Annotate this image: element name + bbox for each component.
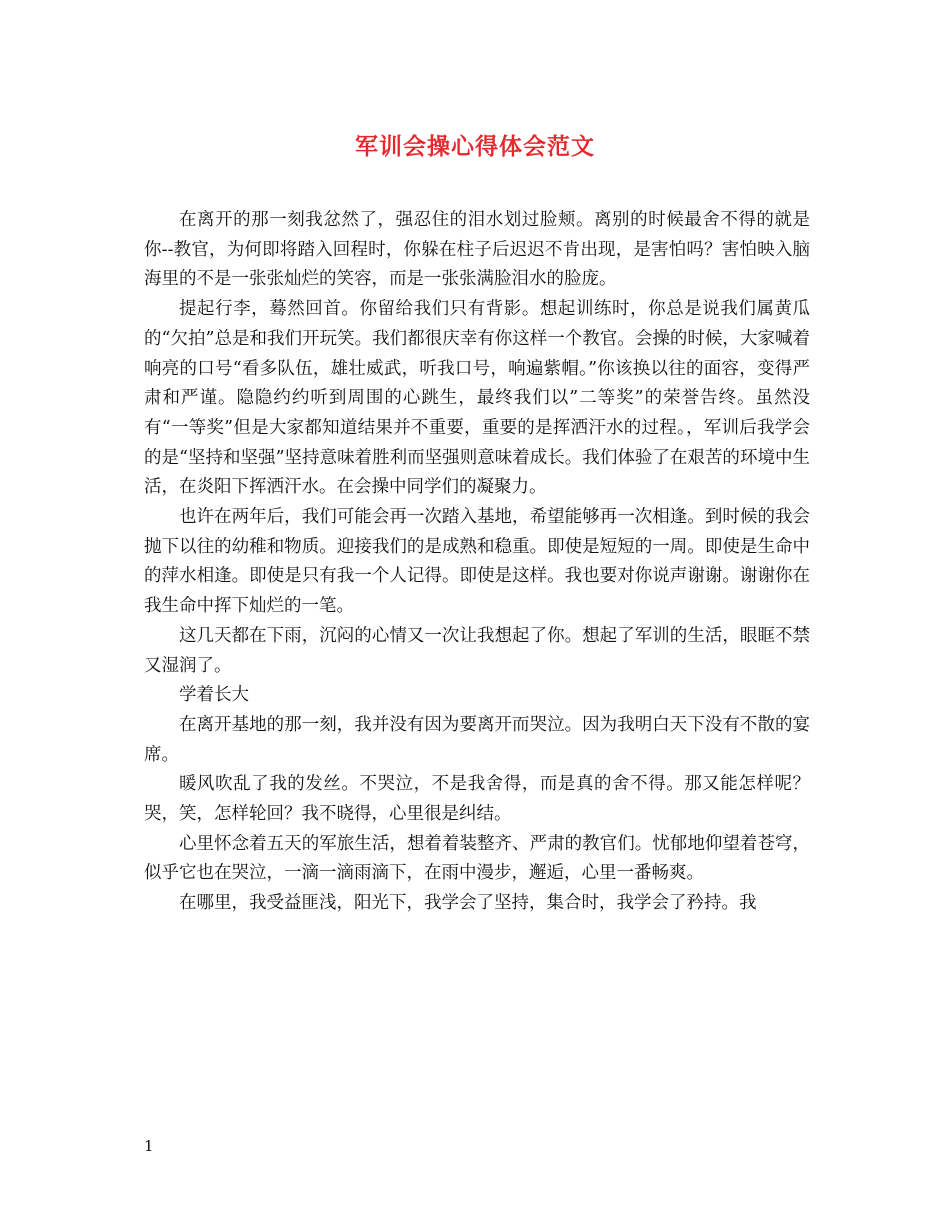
document-title: 军训会操心得体会范文: [355, 133, 595, 160]
section-heading: 学着长大: [179, 685, 249, 706]
page-number: 1: [144, 1137, 154, 1155]
paragraph: 暖风吹乱了我的发丝。不哭泣，不是我舍得，而是真的舍不得。那又能怎样呢？哭，笑，怎样轮回？我不晓得，心里很是纠结。: [144, 774, 810, 825]
paragraph: 在离开基地的那一刻，我并没有因为要离开而哭泣。因为我明白天下没有不散的宴席。: [144, 714, 810, 765]
paragraph: 在哪里，我受益匪浅，阳光下，我学会了坚持，集合时，我学会了矜持。我: [179, 893, 757, 914]
paragraph: 在离开的那一刻我忿然了，强忍住的泪水划过脸颊。离别的时候最舍不得的就是你--教官，为何即将踏入回程时，你躲在柱子后迟迟不肯出现，是害怕吗？害怕映入脑海里的不是一张张灿烂的笑容，而是一张张满脸泪水的脸庞。: [144, 210, 810, 290]
document-body: [144, 206, 810, 919]
paragraph: 提起行李，蓦然回首。你留给我们只有背影。想起训练时，你总是说我们属黄瓜的“欠拍”总是和我们开玩笑。我们都很庆幸有你这样一个教官。会操的时候，大家喊着响亮的口号“看多队伍，雄壮威武，听我口号，响遍紫帽。”你该换以往的面容，变得严肃和严谨。隐隐约约听到周围的心跳生，最终我们以”二等奖”的荣誉告终。虽然没有“一等奖”但是大家都知道结果并不重要，重要的是挥洒汗水的过程。，军训后我学会的是“坚持和坚强”坚持意味着胜利而坚强则意味着成长。我们体验了在艰苦的环境中生活，在炎阳下挥洒汗水。在会操中同学们的凝聚力。: [144, 299, 810, 498]
paragraph: 这几天都在下雨，沉闷的心情又一次让我想起了你。想起了军训的生活，眼眶不禁又湿润了。: [144, 625, 810, 676]
paragraph: 也许在两年后，我们可能会再一次踏入基地，希望能够再一次相逢。到时候的我会抛下以往的幼稚和物质。迎接我们的是成熟和稳重。即使是短短的一周。即使是生命中的萍水相逢。即使是只有我一个人记得。即使是这样。我也要对你说声谢谢。谢谢你在我生命中挥下灿烂的一笔。: [144, 507, 810, 617]
paragraph: 心里怀念着五天的军旅生活，想着着装整齐、严肃的教官们。忧郁地仰望着苍穹，似乎它也在哭泣，一滴一滴雨滴下，在雨中漫步，邂逅，心里一番畅爽。: [144, 833, 810, 884]
